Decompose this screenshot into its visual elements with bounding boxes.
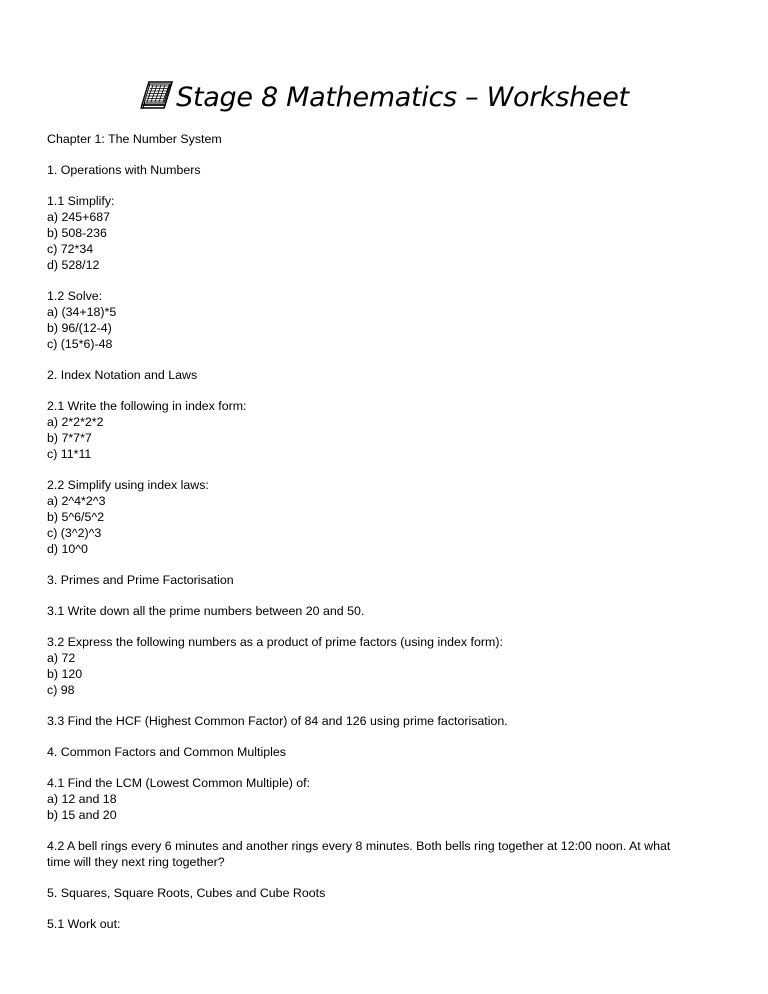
text-block bbox=[47, 131, 727, 147]
block-heading: 3.1 Write down all the prime numbers between 20 and 50. bbox=[47, 604, 365, 618]
block-line: a) 72 bbox=[47, 651, 76, 665]
worksheet-body bbox=[47, 131, 727, 932]
block-line: b) 120 bbox=[47, 667, 83, 681]
block-line: a) 12 and 18 bbox=[47, 792, 117, 806]
text-block bbox=[47, 713, 727, 729]
block-heading: 5. Squares, Square Roots, Cubes and Cube Roots bbox=[47, 886, 326, 900]
title-row bbox=[0, 78, 768, 115]
text-block bbox=[47, 398, 727, 462]
block-heading: 4.1 Find the LCM (Lowest Common Multiple) of: bbox=[47, 776, 311, 790]
block-heading: 2. Index Notation and Laws bbox=[47, 368, 198, 382]
block-heading: 1. Operations with Numbers bbox=[47, 163, 201, 177]
block-line: b) 15 and 20 bbox=[47, 808, 117, 822]
block-gap bbox=[47, 823, 727, 838]
block-heading: 2.2 Simplify using index laws: bbox=[47, 478, 209, 492]
block-heading: 5.1 Work out: bbox=[47, 917, 121, 931]
text-block bbox=[47, 572, 727, 588]
block-line: a) 2^4*2^3 bbox=[47, 494, 106, 508]
block-line: b) 5^6/5^2 bbox=[47, 510, 105, 524]
block-gap bbox=[47, 619, 727, 634]
text-block bbox=[47, 193, 727, 273]
text-block bbox=[47, 477, 727, 557]
block-gap bbox=[47, 557, 727, 572]
page-title: Stage 8 Mathematics – Worksheet bbox=[176, 82, 629, 113]
text-block bbox=[47, 603, 727, 619]
block-gap bbox=[47, 462, 727, 477]
block-heading: 3. Primes and Prime Factorisation bbox=[47, 573, 234, 587]
block-gap bbox=[47, 870, 727, 885]
block-gap bbox=[47, 383, 727, 398]
text-block bbox=[47, 367, 727, 383]
block-line: a) 2*2*2*2 bbox=[47, 415, 104, 429]
block-heading: 3.3 Find the HCF (Highest Common Factor) of 84 and 126 using prime factorisation. bbox=[47, 714, 508, 728]
block-gap bbox=[47, 352, 727, 367]
text-block bbox=[47, 885, 727, 901]
text-block bbox=[47, 775, 727, 823]
block-line: c) 72*34 bbox=[47, 242, 94, 256]
block-heading: 4.2 A bell rings every 6 minutes and another rings every 8 minutes. Both bells ring together at 12:00 noon. At what bbox=[47, 839, 671, 853]
block-line: c) 98 bbox=[47, 683, 75, 697]
block-line: c) (15*6)-48 bbox=[47, 337, 113, 351]
block-line: d) 10^0 bbox=[47, 542, 88, 556]
block-heading: 2.1 Write the following in index form: bbox=[47, 399, 247, 413]
block-line: c) 11*11 bbox=[47, 447, 92, 461]
text-block bbox=[47, 838, 727, 870]
block-line: d) 528/12 bbox=[47, 258, 100, 272]
block-heading: 4. Common Factors and Common Multiples bbox=[47, 745, 286, 759]
block-heading: Chapter 1: The Number System bbox=[47, 132, 222, 146]
block-gap bbox=[47, 147, 727, 162]
block-heading: 1.2 Solve: bbox=[47, 289, 103, 303]
block-line: time will they next ring together? bbox=[47, 855, 225, 869]
block-line: b) 7*7*7 bbox=[47, 431, 92, 445]
text-block bbox=[47, 744, 727, 760]
block-gap bbox=[47, 178, 727, 193]
block-line: a) 245+687 bbox=[47, 210, 111, 224]
block-gap bbox=[47, 698, 727, 713]
block-gap bbox=[47, 729, 727, 744]
block-gap bbox=[47, 901, 727, 916]
book-icon bbox=[139, 78, 173, 115]
text-block bbox=[47, 288, 727, 352]
block-line: c) (3^2)^3 bbox=[47, 526, 102, 540]
block-line: a) (34+18)*5 bbox=[47, 305, 117, 319]
block-gap bbox=[47, 273, 727, 288]
block-gap bbox=[47, 588, 727, 603]
text-block bbox=[47, 634, 727, 698]
text-block bbox=[47, 162, 727, 178]
block-line: b) 508-236 bbox=[47, 226, 107, 240]
block-heading: 1.1 Simplify: bbox=[47, 194, 115, 208]
block-heading: 3.2 Express the following numbers as a product of prime factors (using index form): bbox=[47, 635, 503, 649]
block-line: b) 96/(12-4) bbox=[47, 321, 112, 335]
block-gap bbox=[47, 760, 727, 775]
text-block bbox=[47, 916, 727, 932]
